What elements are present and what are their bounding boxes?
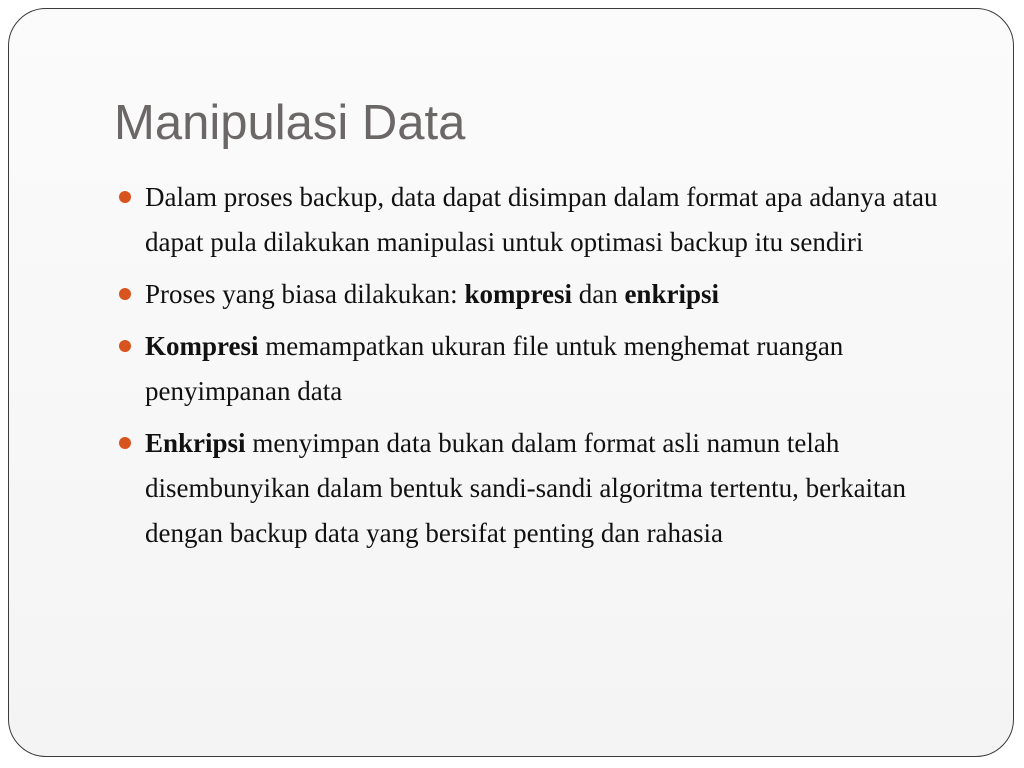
bullet-term: Enkripsi — [145, 428, 246, 458]
bullet-lead-text: Proses yang biasa dilakukan: — [145, 279, 465, 309]
bullet-term: Kompresi — [145, 331, 259, 361]
bullet-item-kompresi — [117, 324, 957, 414]
bullet-dot-icon — [119, 340, 131, 352]
bullet-term-enkripsi: enkripsi — [624, 279, 719, 309]
bullet-dot-icon — [119, 437, 131, 449]
bullet-dot-icon — [119, 288, 131, 300]
bullet-text: Dalam proses backup, data dapat disimpan dalam format apa adanya atau dapat pula dilakukan manipulasi untuk optimasi backup itu sendiri — [145, 182, 938, 257]
bullet-item-enkripsi — [117, 421, 957, 556]
bullet-list — [117, 175, 957, 563]
slide-title: Manipulasi Data — [114, 96, 466, 150]
bullet-dot-icon — [119, 191, 131, 203]
bullet-item-backup-format — [117, 175, 957, 265]
bullet-connector-text: dan — [571, 279, 625, 309]
bullet-definition: memampatkan ukuran file untuk menghemat ruangan penyimpanan data — [145, 331, 844, 406]
bullet-term-kompresi: kompresi — [464, 279, 572, 309]
bullet-definition: menyimpan data bukan dalam format asli namun telah disembunyikan dalam bentuk sandi-sandi algoritma tertentu, berkaitan dengan backup data yang bersifat penting dan rahasia — [145, 428, 907, 548]
slide-frame — [8, 8, 1014, 757]
bullet-item-processes — [117, 272, 957, 317]
